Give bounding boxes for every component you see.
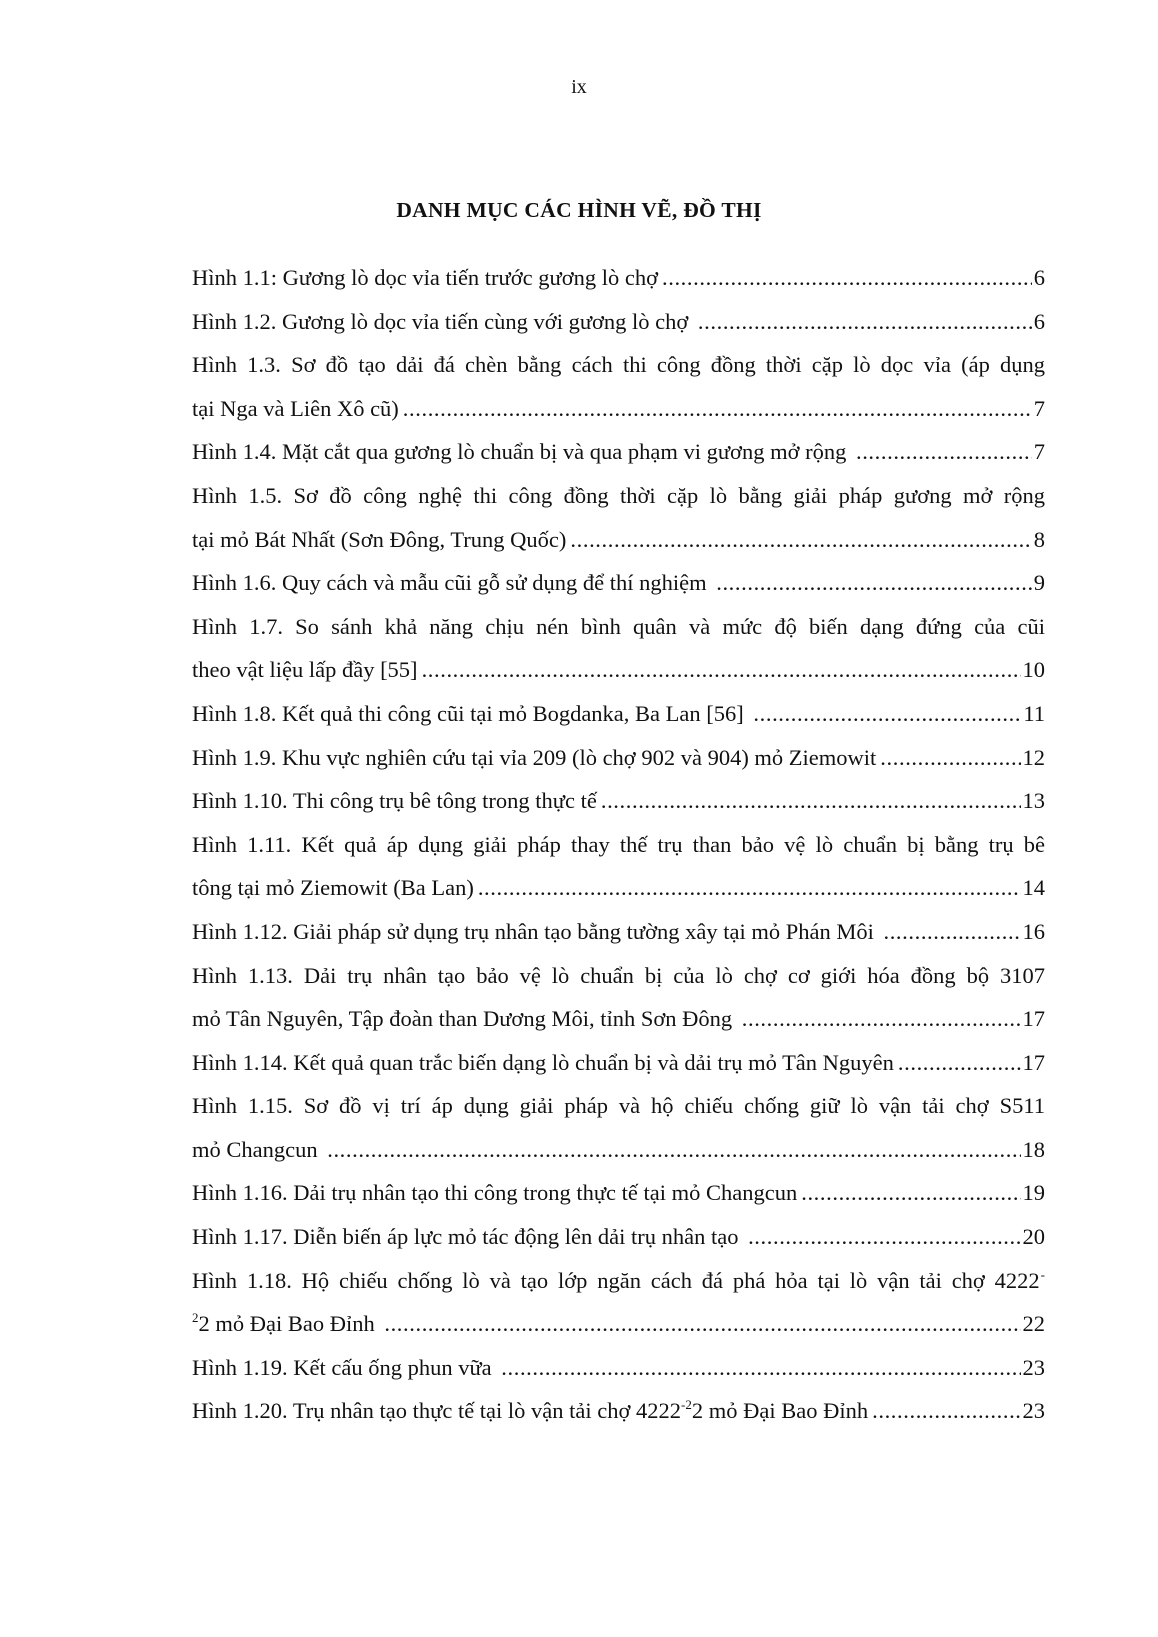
dot-leader [497, 1346, 1020, 1390]
figure-entry-page: 11 [1023, 700, 1045, 726]
figure-entry[interactable] [192, 1171, 1045, 1215]
figure-entry[interactable] [192, 910, 1045, 954]
figure-entry[interactable] [192, 1346, 1045, 1390]
figure-entry-text: mỏ Tân Nguyên, Tập đoàn than Dương Môi, tỉnh Sơn Đông [192, 1006, 738, 1032]
figure-entry-page: 13 [1022, 788, 1045, 814]
figure-entry-page: 16 [1022, 918, 1045, 944]
dot-leader [868, 1389, 1020, 1433]
figure-entry-line1[interactable]: Hình 1.15. Sơ đồ vị trí áp dụng giải pháp và hộ chiếu chống giữ lò vận tải chợ S511 [192, 1093, 1045, 1119]
figure-entry[interactable] [192, 518, 1045, 562]
dot-leader [597, 779, 1021, 823]
figure-entry-text: theo vật liệu lấp đầy [55] [192, 657, 418, 683]
dot-leader [879, 910, 1020, 954]
dot-leader [380, 1302, 1020, 1346]
figure-entry-page: 12 [1022, 744, 1045, 770]
figure-entry-line1-text: Hình 1.18. Hộ chiếu chống lò và tạo lớp ngăn cách đá phá hỏa tại lò vận tải chợ 4222 [192, 1267, 1040, 1293]
dot-leader [876, 736, 1020, 780]
dot-leader [797, 1171, 1020, 1215]
figure-entry-page: 23 [1022, 1354, 1045, 1380]
figure-entry-text-tail: 2 mỏ Đại Bao Đỉnh [691, 1398, 869, 1424]
figure-entry-page: 7 [1033, 395, 1045, 421]
figure-entry-page: 8 [1033, 526, 1045, 552]
figure-entry-line1[interactable]: Hình 1.11. Kết quả áp dụng giải pháp thay thế trụ than bảo vệ lò chuẩn bị bằng trụ bê [192, 831, 1045, 857]
figure-entry-page: 23 [1022, 1398, 1045, 1424]
figure-entry-text: Hình 1.17. Diễn biến áp lực mỏ tác động lên dải trụ nhân tạo [192, 1224, 745, 1250]
figure-entry-text: Hình 1.14. Kết quả quan trắc biến dạng lò chuẩn bị và dải trụ mỏ Tân Nguyên [192, 1049, 894, 1075]
figure-entry-line1[interactable]: Hình 1.13. Dải trụ nhân tạo bảo vệ lò chuẩn bị của lò chợ cơ giới hóa đồng bộ 3107 [192, 962, 1045, 988]
figure-entry-page: 17 [1022, 1049, 1045, 1075]
superscript: - [1040, 1266, 1045, 1282]
figure-entry-text: 2 mỏ Đại Bao Đỉnh [198, 1311, 381, 1337]
dot-leader [566, 518, 1031, 562]
figure-entry-line1[interactable]: Hình 1.5. Sơ đồ công nghệ thi công đồng thời cặp lò bằng giải pháp gương mở rộng [192, 482, 1045, 508]
figure-entry-page: 6 [1033, 265, 1045, 290]
figure-entry-text: Hình 1.19. Kết cấu ống phun vữa [192, 1354, 498, 1380]
dot-leader [399, 387, 1032, 431]
figure-entry[interactable] [192, 648, 1045, 692]
dot-leader [712, 561, 1032, 605]
figure-entry-page: 10 [1022, 657, 1045, 683]
figure-entry-text: mỏ Changcun [192, 1136, 324, 1162]
figure-entry-text: Hình 1.1: Gương lò dọc vỉa tiến trước gương lò chợ [192, 265, 658, 290]
figure-entry-page: 17 [1022, 1006, 1045, 1032]
figure-entry-page: 6 [1033, 308, 1045, 334]
dot-leader [323, 1128, 1020, 1172]
figure-entry[interactable] [192, 1302, 1045, 1346]
dot-leader [658, 256, 1032, 300]
figure-entry-text: Hình 1.20. Trụ nhân tạo thực tế tại lò vận tải chợ 4222 [192, 1398, 682, 1424]
figure-entry[interactable] [192, 779, 1045, 823]
figure-entry-page: 22 [1022, 1311, 1045, 1337]
figure-entry-line1[interactable] [192, 1259, 1045, 1303]
figure-entry-text: tông tại mỏ Ziemowit (Ba Lan) [192, 875, 474, 901]
figure-entry-page: 7 [1033, 439, 1045, 465]
figure-entry[interactable] [192, 1128, 1045, 1172]
dot-leader [694, 300, 1032, 344]
figure-entry-text: Hình 1.8. Kết quả thi công cũi tại mỏ Bogdanka, Ba Lan [56] [192, 700, 750, 726]
figure-entry-page: 20 [1022, 1224, 1045, 1250]
dot-leader [894, 1041, 1021, 1085]
superscript: 2 [192, 1310, 199, 1326]
figure-entry-text: Hình 1.12. Giải pháp sử dụng trụ nhân tạo bằng tường xây tại mỏ Phán Môi [192, 918, 880, 944]
figure-entry-line1[interactable]: Hình 1.3. Sơ đồ tạo dải đá chèn bằng cách thi công đồng thời cặp lò dọc vỉa (áp dụng [192, 352, 1045, 378]
figure-entry-page: 18 [1022, 1136, 1045, 1162]
superscript: -2 [681, 1397, 692, 1413]
dot-leader [744, 1215, 1020, 1259]
figure-entry-text: tại Nga và Liên Xô cũ) [192, 395, 399, 421]
page-title: DANH MỤC CÁC HÌNH VẼ, ĐỒ THỊ [396, 198, 762, 222]
figure-entry-text: tại mỏ Bát Nhất (Sơn Đông, Trung Quốc) [192, 526, 567, 552]
figure-entry-text: Hình 1.16. Dải trụ nhân tạo thi công trong thực tế tại mỏ Changcun [192, 1180, 798, 1206]
figure-entry[interactable] [192, 866, 1045, 910]
dot-leader [852, 430, 1032, 474]
dot-leader [738, 997, 1021, 1041]
figure-entry[interactable] [192, 692, 1045, 736]
figure-entry[interactable] [192, 1041, 1045, 1085]
figure-entry-line1[interactable]: Hình 1.7. So sánh khả năng chịu nén bình quân và mức độ biến dạng đứng của cũi [192, 613, 1045, 639]
figure-entry-text: Hình 1.6. Quy cách và mẫu cũi gỗ sử dụng để thí nghiệm [192, 570, 713, 596]
figure-entry-text: Hình 1.2. Gương lò dọc vỉa tiến cùng với gương lò chợ [192, 308, 694, 334]
figure-entry-page: 9 [1033, 570, 1045, 596]
figure-entry[interactable] [192, 387, 1045, 431]
dot-leader [418, 648, 1021, 692]
figure-entry-text: Hình 1.9. Khu vực nghiên cứu tại vỉa 209 (lò chợ 902 và 904) mỏ Ziemowit [192, 744, 877, 770]
figure-entry[interactable] [192, 1215, 1045, 1259]
figure-entry[interactable] [192, 561, 1045, 605]
figure-entry-text: Hình 1.10. Thi công trụ bê tông trong thực tế [192, 788, 597, 814]
page-number: ix [571, 76, 587, 98]
figure-entry[interactable] [192, 300, 1045, 344]
figure-entry[interactable] [192, 736, 1045, 780]
figure-entry[interactable] [192, 1389, 1045, 1433]
figure-entry-page: 14 [1022, 875, 1045, 901]
dot-leader [749, 692, 1021, 736]
figure-list [192, 256, 1045, 1433]
figure-entry[interactable] [192, 256, 1045, 300]
figure-entry[interactable] [192, 997, 1045, 1041]
figure-entry-text: Hình 1.4. Mặt cắt qua gương lò chuẩn bị và qua phạm vi gương mở rộng [192, 439, 852, 465]
figure-entry-page: 19 [1022, 1180, 1045, 1206]
dot-leader [474, 866, 1021, 910]
figure-entry[interactable] [192, 430, 1045, 474]
